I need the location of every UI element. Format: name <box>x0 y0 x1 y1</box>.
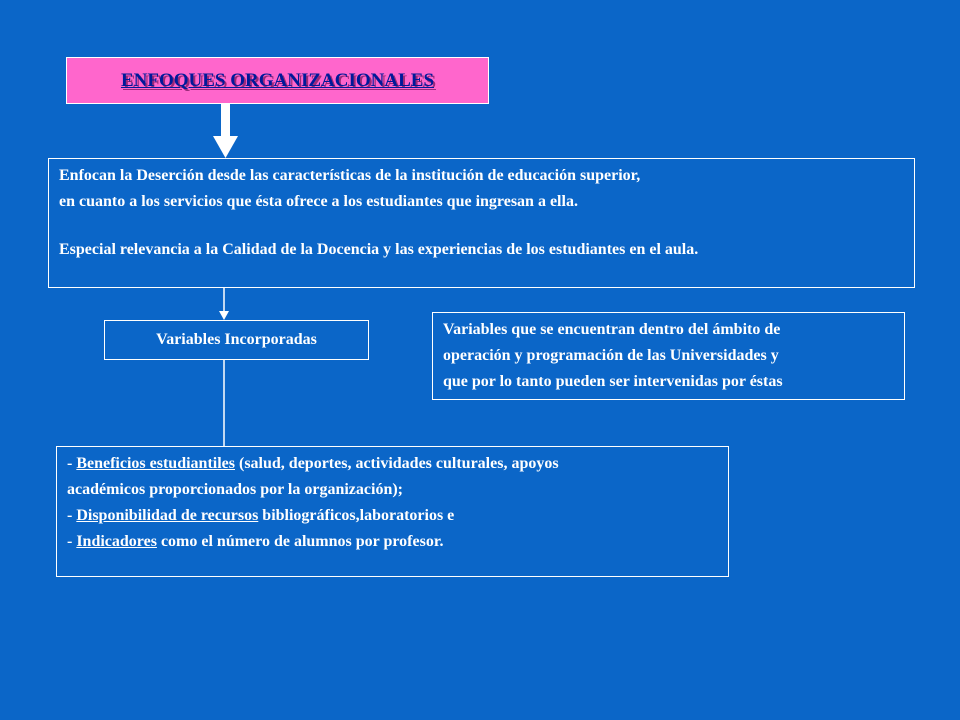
note-line-1: Variables que se encuentran dentro del ámbito de <box>443 321 781 338</box>
thick-arrow-shaft <box>221 104 230 138</box>
thick-arrow-head <box>213 136 238 158</box>
description-box <box>48 158 915 288</box>
list-item-3 <box>67 529 728 555</box>
description-line-1: Enfocan la Deserción desde las características de la institución de educación superior, <box>59 167 641 184</box>
list-item-3-dash: - <box>67 533 77 550</box>
list-item-1-continuation: académicos proporcionados por la organización); <box>67 481 403 498</box>
list-item-1 <box>67 451 728 477</box>
diagram-title: ENFOQUES ORGANIZACIONALES <box>120 69 435 91</box>
list-item-2 <box>67 503 728 529</box>
title-box <box>66 57 489 104</box>
list-item-2-rest: bibliográficos,laboratorios e <box>258 507 455 524</box>
thin-arrow-head <box>219 311 229 320</box>
list-item-1-dash: - <box>67 455 77 472</box>
description-spacer <box>59 215 914 237</box>
variables-list-box <box>56 446 729 577</box>
note-line-3: que por lo tanto pueden ser intervenidas por éstas <box>443 373 783 390</box>
list-item-2-term: Disponibilidad de recursos <box>76 507 259 524</box>
list-item-3-rest: como el número de alumnos por profesor. <box>156 533 444 550</box>
note-line-2: operación y programación de las Universidades y <box>443 347 779 364</box>
list-item-2-dash: - <box>67 507 77 524</box>
list-item-3-term: Indicadores <box>76 533 157 550</box>
description-line-2: en cuanto a los servicios que ésta ofrece a los estudiantes que ingresan a ella. <box>59 193 578 210</box>
note-box <box>432 312 905 400</box>
list-item-1-term: Beneficios estudiantiles <box>76 455 235 472</box>
description-line-3: Especial relevancia a la Calidad de la Docencia y las experiencias de los estudiantes en el aula. <box>59 241 699 258</box>
list-item-1-rest: (salud, deportes, actividades culturales, apoyos <box>235 455 559 472</box>
variables-label: Variables Incorporadas <box>156 331 317 348</box>
variables-box <box>104 320 369 360</box>
